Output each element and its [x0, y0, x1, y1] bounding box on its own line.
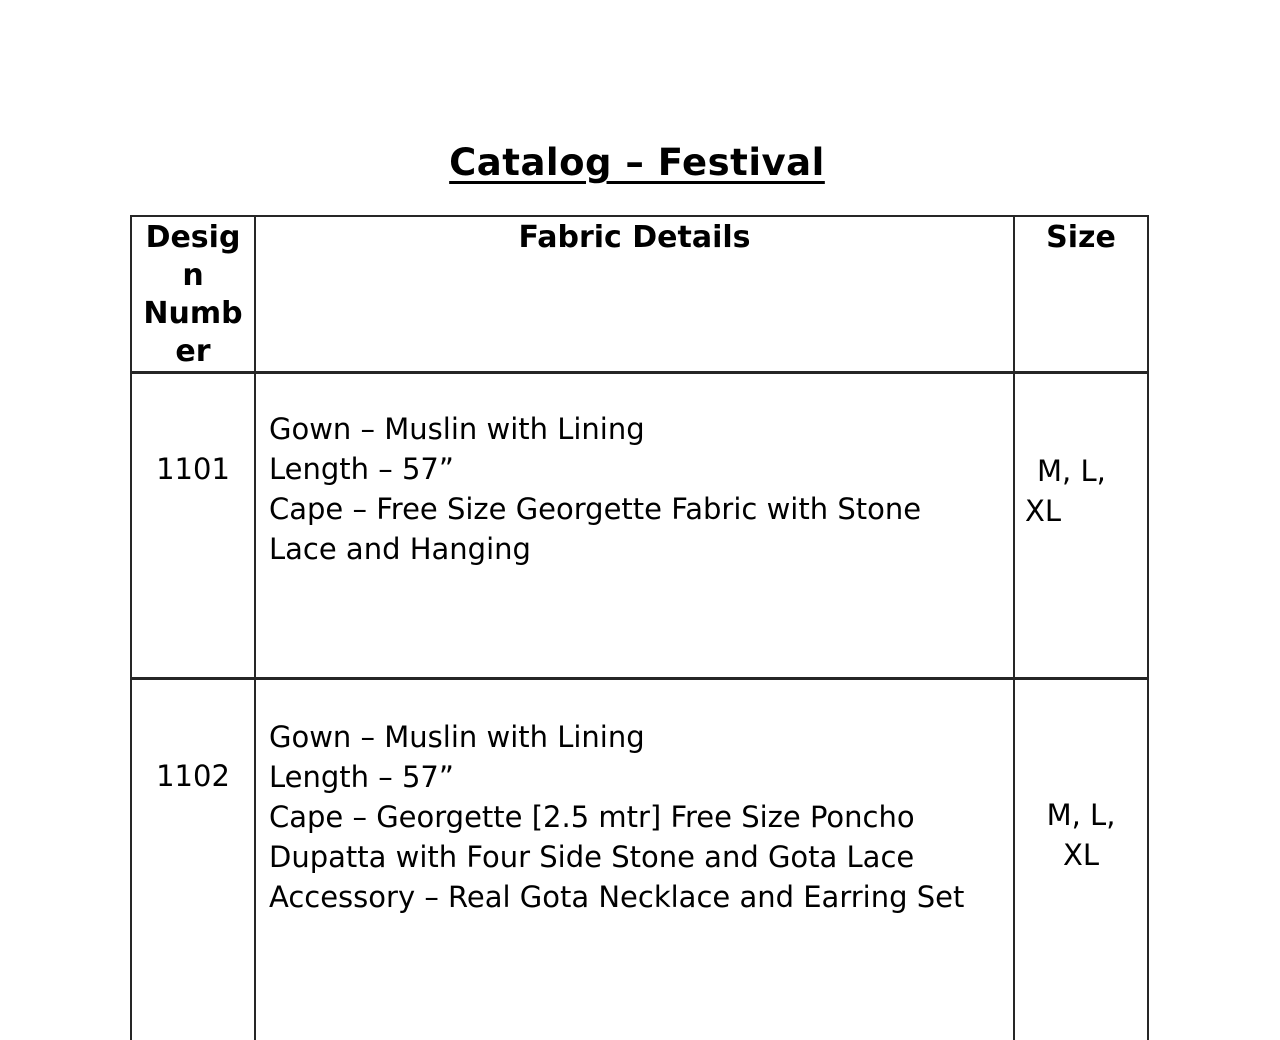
header-design-number-line: n [182, 258, 204, 293]
header-design-number-line: Desig [145, 220, 241, 255]
header-fabric-details-label: Fabric Details [518, 220, 751, 255]
header-design-number-line: Numb [143, 296, 243, 331]
design-number-cell [131, 373, 255, 679]
fabric-details-cell [255, 679, 1014, 1040]
document-title: Catalog – Festival [449, 141, 825, 184]
size-line: XL [1025, 494, 1062, 528]
size-line: M, L, [1046, 798, 1116, 832]
fabric-details-line: Length – 57” [269, 452, 454, 486]
fabric-details-line: Lace and Hanging [269, 532, 531, 566]
fabric-details-cell [255, 373, 1014, 679]
size-cell [1014, 679, 1148, 1040]
size-cell [1014, 373, 1148, 679]
fabric-details-line: Length – 57” [269, 760, 454, 794]
fabric-details-line: Gown – Muslin with Lining [269, 720, 645, 754]
design-number-value: 1101 [156, 452, 230, 486]
title-bar [0, 140, 1274, 186]
table-row-1101 [131, 373, 1148, 679]
fabric-details-line: Accessory – Real Gota Necklace and Earring Set [269, 880, 965, 914]
catalog-table [130, 215, 1149, 1040]
header-cell-fabric-details [255, 216, 1014, 373]
fabric-details-line: Cape – Georgette [2.5 mtr] Free Size Poncho [269, 800, 915, 834]
header-size-label: Size [1046, 220, 1116, 255]
fabric-details-line: Dupatta with Four Side Stone and Gota Lace [269, 840, 915, 874]
header-cell-design-number [131, 216, 255, 373]
fabric-details-line: Gown – Muslin with Lining [269, 412, 645, 446]
design-number-cell [131, 679, 255, 1040]
size-line: M, L, [1037, 454, 1106, 488]
fabric-details-line: Cape – Free Size Georgette Fabric with Stone [269, 492, 922, 526]
header-design-number-line: er [175, 334, 211, 369]
header-cell-size [1014, 216, 1148, 373]
table-row-1102 [131, 679, 1148, 1040]
design-number-value: 1102 [156, 759, 230, 793]
size-line: XL [1062, 838, 1100, 872]
table-header-row [131, 216, 1148, 373]
